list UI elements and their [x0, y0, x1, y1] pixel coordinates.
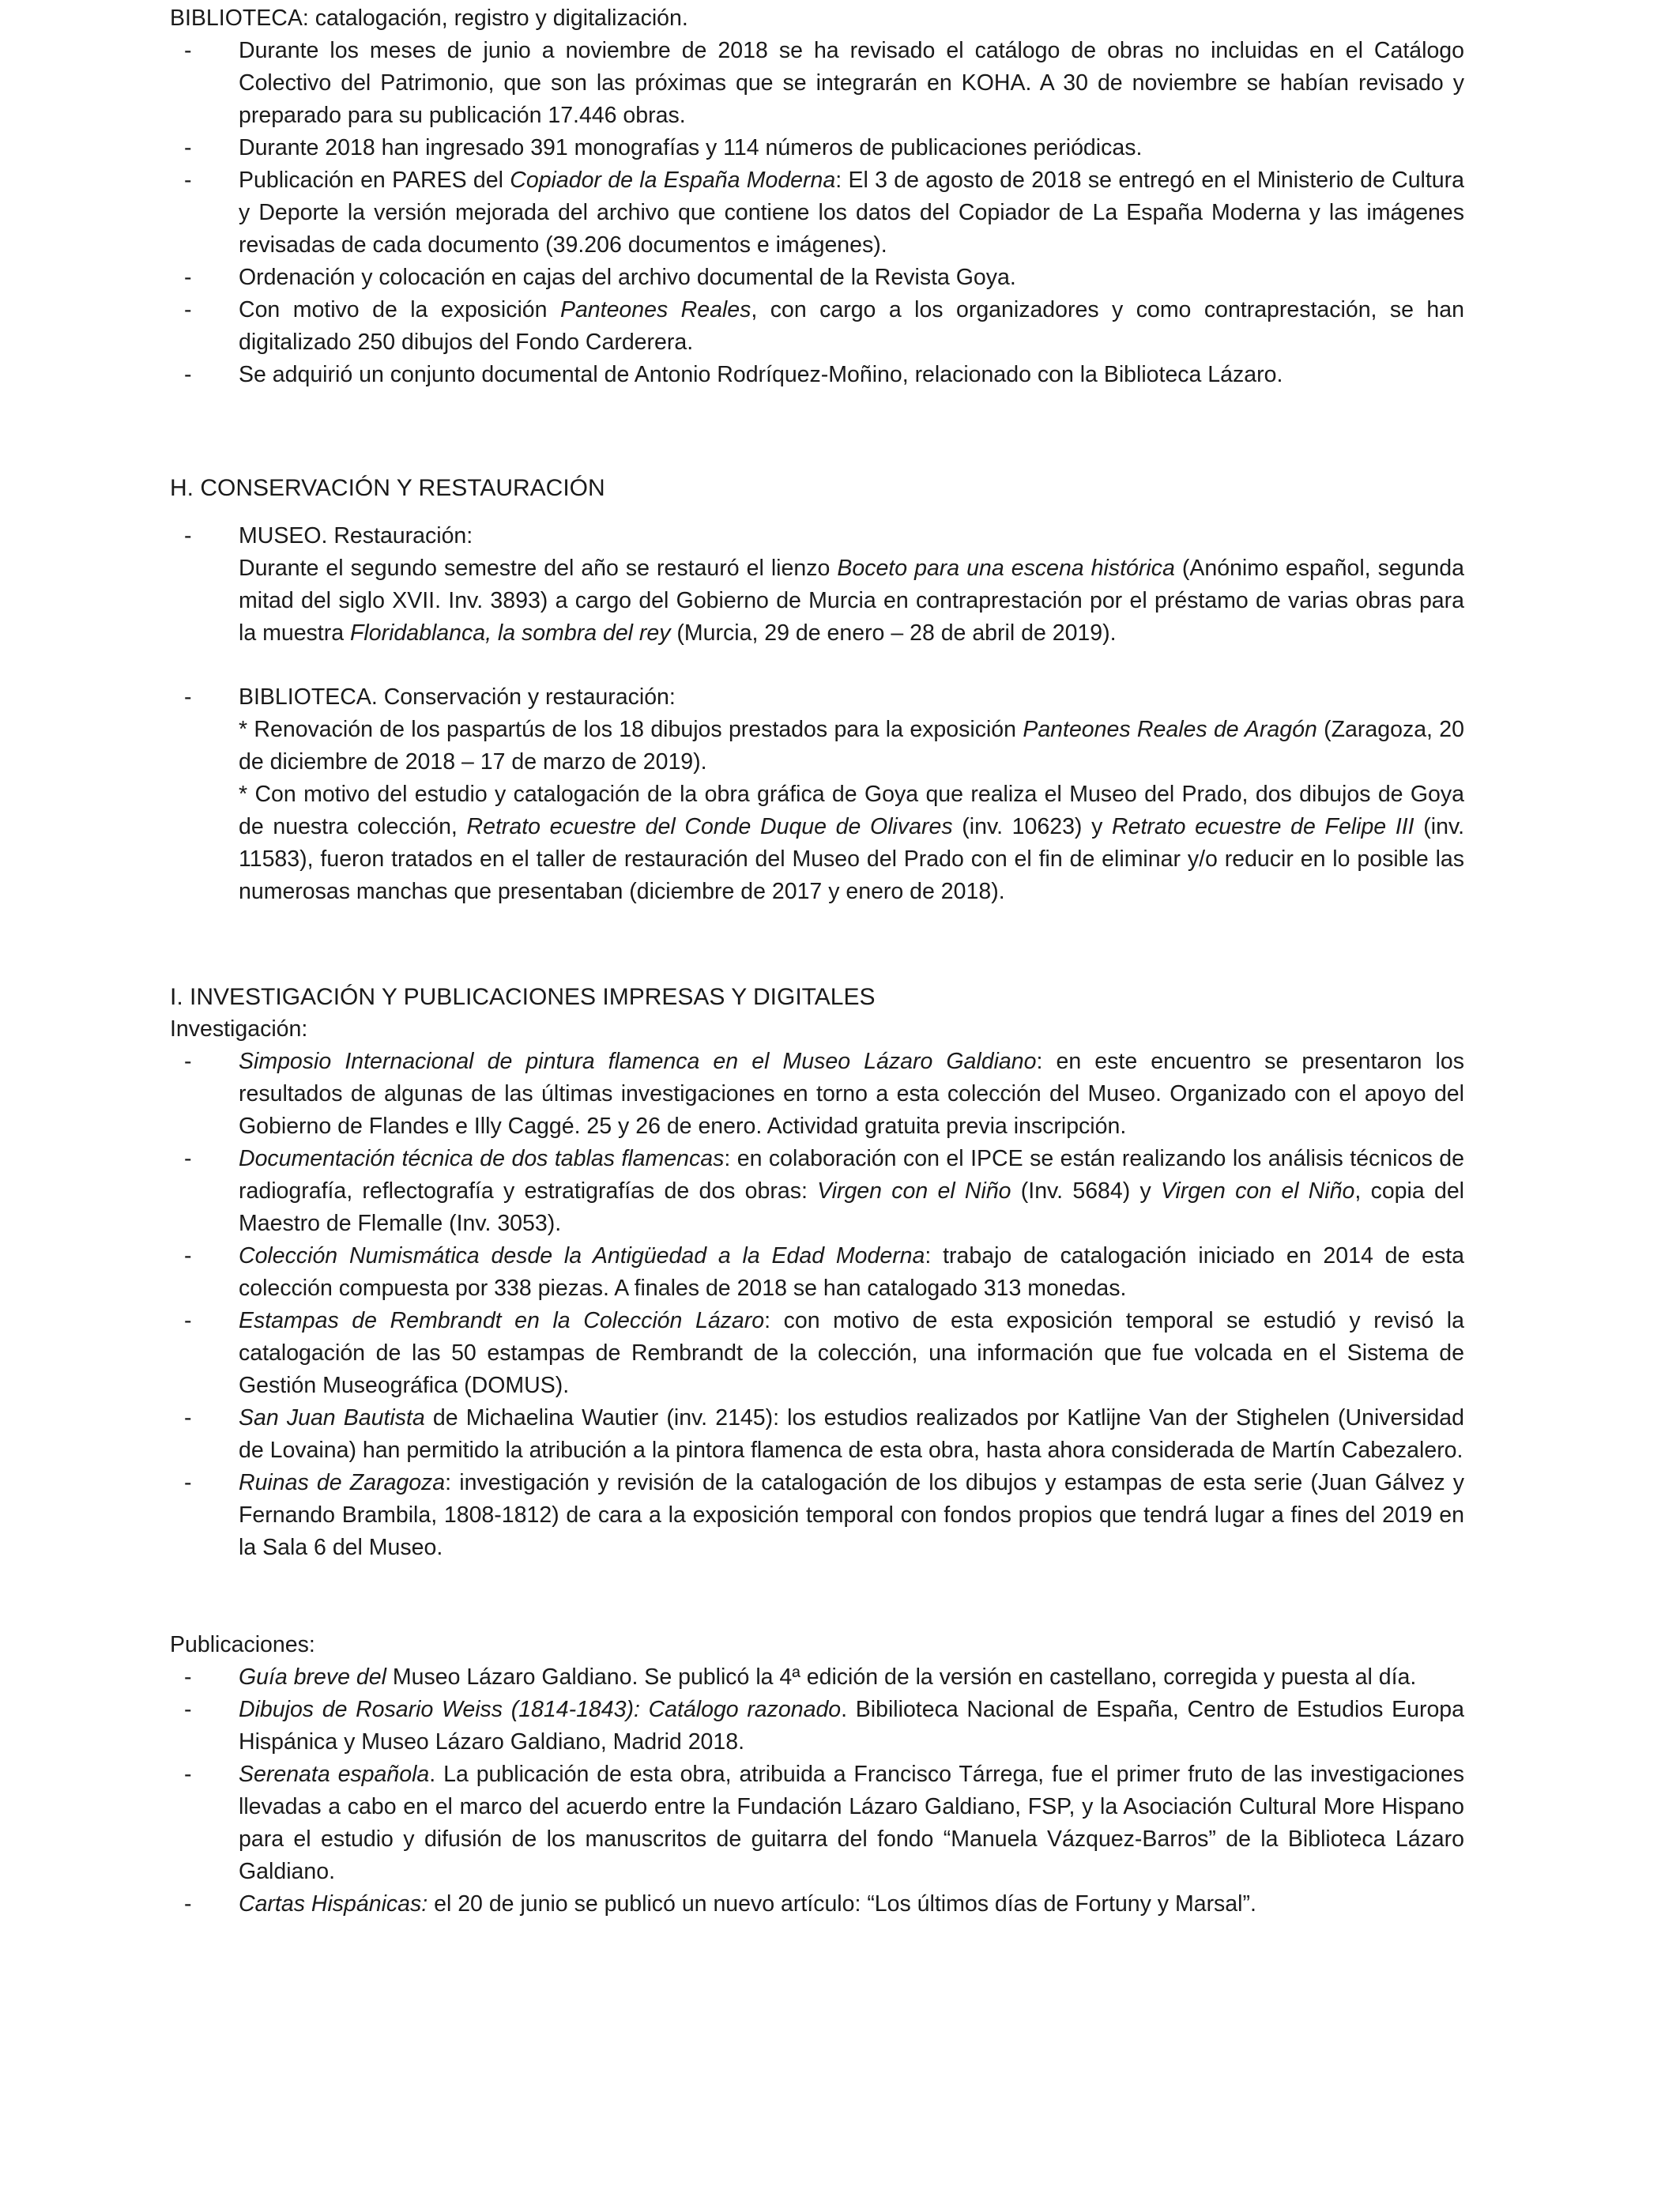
list-item: - Colección Numismática desde la Antigüedad a la Edad Moderna: trabajo de catalogación iniciado en 2014 de esta colección compuesta por 338 piezas. A finales de 2018 se han catalogado 313 monedas. [170, 1240, 1464, 1305]
list-item: - Se adquirió un conjunto documental de Antonio Rodríquez-Moñino, relacionado con la Biblioteca Lázaro. [170, 359, 1464, 391]
section-h-museo-list [170, 520, 1464, 650]
list-item: - Dibujos de Rosario Weiss (1814-1843): Catálogo razonado. Bibilioteca Nacional de España, Centro de Estudios Europa Hispánica y Museo Lázaro Galdiano, Madrid 2018. [170, 1694, 1464, 1759]
list-item: - Durante los meses de junio a noviembre de 2018 se ha revisado el catálogo de obras no incluidas en el Catálogo Colectivo del Patrimonio, que son las próximas que se integrarán en KOHA. A 30 de noviembre se habían revisado y preparado para su publicación 17.446 obras. [170, 35, 1464, 132]
list-item: - Cartas Hispánicas: el 20 de junio se publicó un nuevo artículo: “Los últimos días de Fortuny y Marsal”. [170, 1888, 1464, 1921]
list-item: - Con motivo de la exposición Panteones Reales, con cargo a los organizadores y como contraprestación, se han digitalizado 250 dibujos del Fondo Carderera. [170, 294, 1464, 359]
list-item: - Guía breve del Museo Lázaro Galdiano. Se publicó la 4ª edición de la versión en castellano, corregida y puesta al día. [170, 1661, 1464, 1694]
section-h-biblioteca-block [170, 681, 1464, 908]
section-h-biblioteca-list [170, 681, 1464, 908]
section-h-museo-block [170, 520, 1464, 650]
publicaciones-label: Publicaciones: [170, 1632, 315, 1657]
section-i-heading: I. INVESTIGACIÓN Y PUBLICACIONES IMPRESAS Y DIGITALES [170, 984, 876, 1010]
investigacion-list [170, 1046, 1464, 1564]
museo-paragraph: Durante el segundo semestre del año se restauró el lienzo Boceto para una escena histórica (Anónimo español, segunda mitad del siglo XVII. Inv. 3893) a cargo del Gobierno de Murcia en contraprestación por el préstamo de varias obras para la muestra Floridablanca, la sombra del rey (Murcia, 29 de enero – 28 de abril de 2019). [239, 556, 1464, 646]
investigacion-label: Investigación: [170, 1016, 308, 1042]
list-item: - Ordenación y colocación en cajas del archivo documental de la Revista Goya. [170, 262, 1464, 294]
biblioteca-heading: BIBLIOTECA: catalogación, registro y digitalización. [170, 6, 688, 31]
publicaciones-block [170, 1661, 1464, 1921]
list-item: - San Juan Bautista de Michaelina Wautier (inv. 2145): los estudios realizados por Katlijne Van der Stighelen (Universidad de Lovaina) han permitido la atribución a la pintora flamenca de esta obra, hasta ahora considerada de Martín Cabezalero. [170, 1402, 1464, 1467]
section-h-heading: H. CONSERVACIÓN Y RESTAURACIÓN [170, 475, 605, 501]
list-item: - Documentación técnica de dos tablas flamencas: en colaboración con el IPCE se están realizando los análisis técnicos de radiografía, reflectografía y estratigrafías de dos obras: Virgen con el Niño (Inv. 5684) y Virgen con el Niño, copia del Maestro de Flemalle (Inv. 3053). [170, 1143, 1464, 1240]
list-item [170, 681, 1464, 908]
list-item: - Estampas de Rembrandt en la Colección Lázaro: con motivo de esta exposición temporal se estudió y revisó la catalogación de las 50 estampas de Rembrandt de la colección, una información que fue volcada en el Sistema de Gestión Museográfica (DOMUS). [170, 1305, 1464, 1402]
list-item: - Publicación en PARES del Copiador de la España Moderna: El 3 de agosto de 2018 se entregó en el Ministerio de Cultura y Deporte la versión mejorada del archivo que contiene los datos del Copiador de La España Moderna y las imágenes revisadas de cada documento (39.206 documentos e imágenes). [170, 164, 1464, 262]
list-item [170, 520, 1464, 650]
goya-paragraph: * Con motivo del estudio y catalogación de la obra gráfica de Goya que realiza el Museo del Prado, dos dibujos de Goya de nuestra colección, Retrato ecuestre del Conde Duque de Olivares (inv. 10623) y Retrato ecuestre de Felipe III (inv. 11583), fueron tratados en el taller de restauración del Museo del Prado con el fin de eliminar y/o reducir en lo posible las numerosas manchas que presentaban (diciembre de 2017 y enero de 2018). [239, 782, 1464, 904]
list-item: - Serenata española. La publicación de esta obra, atribuida a Francisco Tárrega, fue el primer fruto de las investigaciones llevadas a cabo en el marco del acuerdo entre la Fundación Lázaro Galdiano, FSP, y la Asociación Cultural More Hispano para el estudio y difusión de los manuscritos de guitarra del fondo “Manuela Vázquez-Barros” de la Biblioteca Lázaro Galdiano. [170, 1759, 1464, 1888]
biblioteca-list [170, 35, 1464, 391]
list-item: - Simposio Internacional de pintura flamenca en el Museo Lázaro Galdiano: en este encuentro se presentaron los resultados de algunas de las últimas investigaciones en torno a esta colección del Museo. Organizado con el apoyo del Gobierno de Flandes e Illy Caggé. 25 y 26 de enero. Actividad gratuita previa inscripción. [170, 1046, 1464, 1143]
investigacion-block [170, 1046, 1464, 1564]
biblioteca-conservacion-label: - BIBLIOTECA. Conservación y restauración: [239, 684, 676, 710]
publicaciones-list [170, 1661, 1464, 1921]
list-item: - Ruinas de Zaragoza: investigación y revisión de la catalogación de los dibujos y estampas de esta serie (Juan Gálvez y Fernando Brambila, 1808-1812) de cara a la exposición temporal con fondos propios que tendrá lugar a fines del 2019 en la Sala 6 del Museo. [170, 1467, 1464, 1564]
museo-label: - MUSEO. Restauración: [239, 523, 473, 548]
list-item: - Durante 2018 han ingresado 391 monografías y 114 números de publicaciones periódicas. [170, 132, 1464, 164]
biblioteca-list-block [170, 35, 1464, 391]
paspartus-paragraph: * Renovación de los paspartús de los 18 dibujos prestados para la exposición Panteones Reales de Aragón (Zaragoza, 20 de diciembre de 2018 – 17 de marzo de 2019). [239, 717, 1464, 775]
